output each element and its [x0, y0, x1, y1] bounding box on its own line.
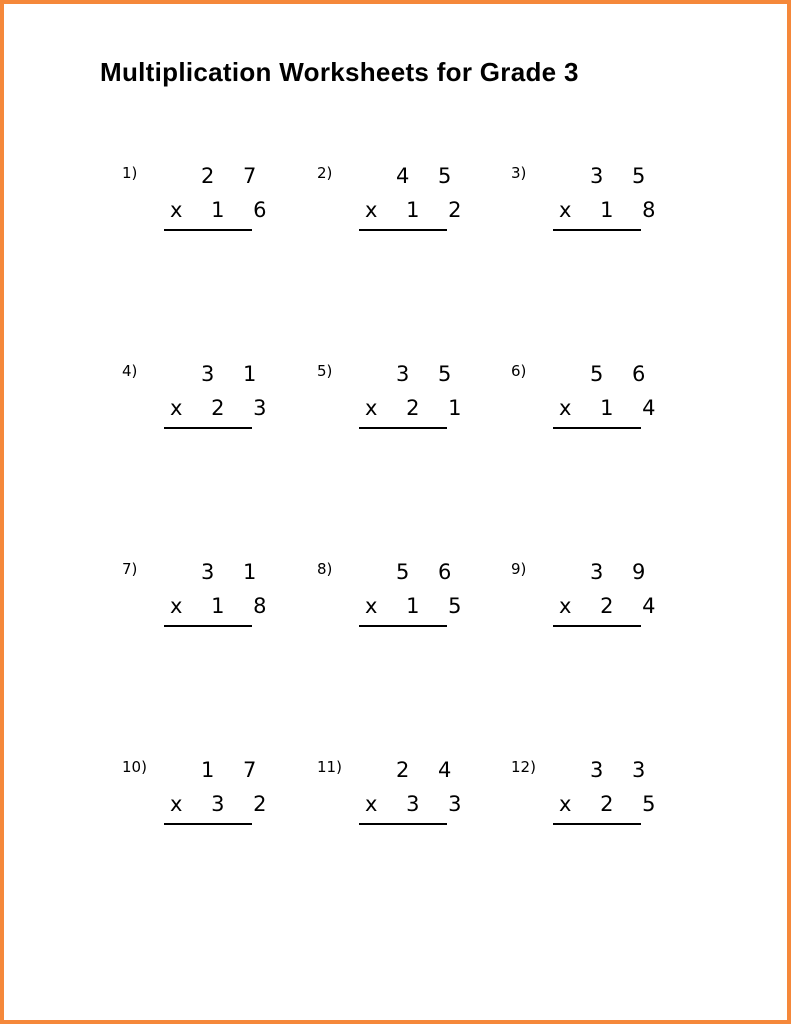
multiplier: x 2 4 [559, 594, 667, 618]
problem-10 [122, 758, 278, 838]
multiplier: x 2 1 [365, 396, 473, 420]
multiplier: x 1 5 [365, 594, 473, 618]
answer-line [553, 427, 641, 429]
answer-line [164, 427, 252, 429]
multiplicand: 5 6 [590, 362, 657, 386]
problem-number: 11) [317, 758, 342, 776]
multiplier: x 1 4 [559, 396, 667, 420]
multiplicand: 3 5 [396, 362, 463, 386]
multiplier: x 2 5 [559, 792, 667, 816]
multiplicand: 3 9 [590, 560, 657, 584]
answer-line [553, 229, 641, 231]
problem-number: 6) [511, 362, 527, 380]
multiplicand: 2 7 [201, 164, 268, 188]
multiplier: x 1 8 [559, 198, 667, 222]
problem-number: 9) [511, 560, 527, 578]
problem-number: 12) [511, 758, 536, 776]
problem-5 [317, 362, 473, 442]
answer-line [359, 427, 447, 429]
answer-line [164, 823, 252, 825]
problem-number: 3) [511, 164, 527, 182]
answer-line [359, 823, 447, 825]
multiplier: x 3 2 [170, 792, 278, 816]
problem-3 [511, 164, 667, 244]
multiplicand: 3 1 [201, 362, 268, 386]
multiplicand: 3 3 [590, 758, 657, 782]
problem-number: 4) [122, 362, 138, 380]
problem-12 [511, 758, 667, 838]
problem-11 [317, 758, 473, 838]
problem-number: 2) [317, 164, 333, 182]
problem-number: 5) [317, 362, 333, 380]
answer-line [359, 229, 447, 231]
problem-number: 1) [122, 164, 138, 182]
multiplicand: 3 5 [590, 164, 657, 188]
multiplicand: 4 5 [396, 164, 463, 188]
answer-line [164, 625, 252, 627]
multiplicand: 2 4 [396, 758, 463, 782]
answer-line [553, 823, 641, 825]
problem-2 [317, 164, 473, 244]
problem-number: 8) [317, 560, 333, 578]
problem-9 [511, 560, 667, 640]
problem-8 [317, 560, 473, 640]
answer-line [359, 625, 447, 627]
answer-line [553, 625, 641, 627]
multiplier: x 1 2 [365, 198, 473, 222]
problem-number: 7) [122, 560, 138, 578]
problem-4 [122, 362, 278, 442]
problem-1 [122, 164, 278, 244]
problem-7 [122, 560, 278, 640]
multiplier: x 2 3 [170, 396, 278, 420]
page-title: Multiplication Worksheets for Grade 3 [100, 57, 579, 87]
multiplier: x 1 6 [170, 198, 278, 222]
multiplicand: 3 1 [201, 560, 268, 584]
multiplicand: 1 7 [201, 758, 268, 782]
multiplier: x 3 3 [365, 792, 473, 816]
multiplicand: 5 6 [396, 560, 463, 584]
problem-number: 10) [122, 758, 147, 776]
answer-line [164, 229, 252, 231]
problem-6 [511, 362, 667, 442]
multiplier: x 1 8 [170, 594, 278, 618]
